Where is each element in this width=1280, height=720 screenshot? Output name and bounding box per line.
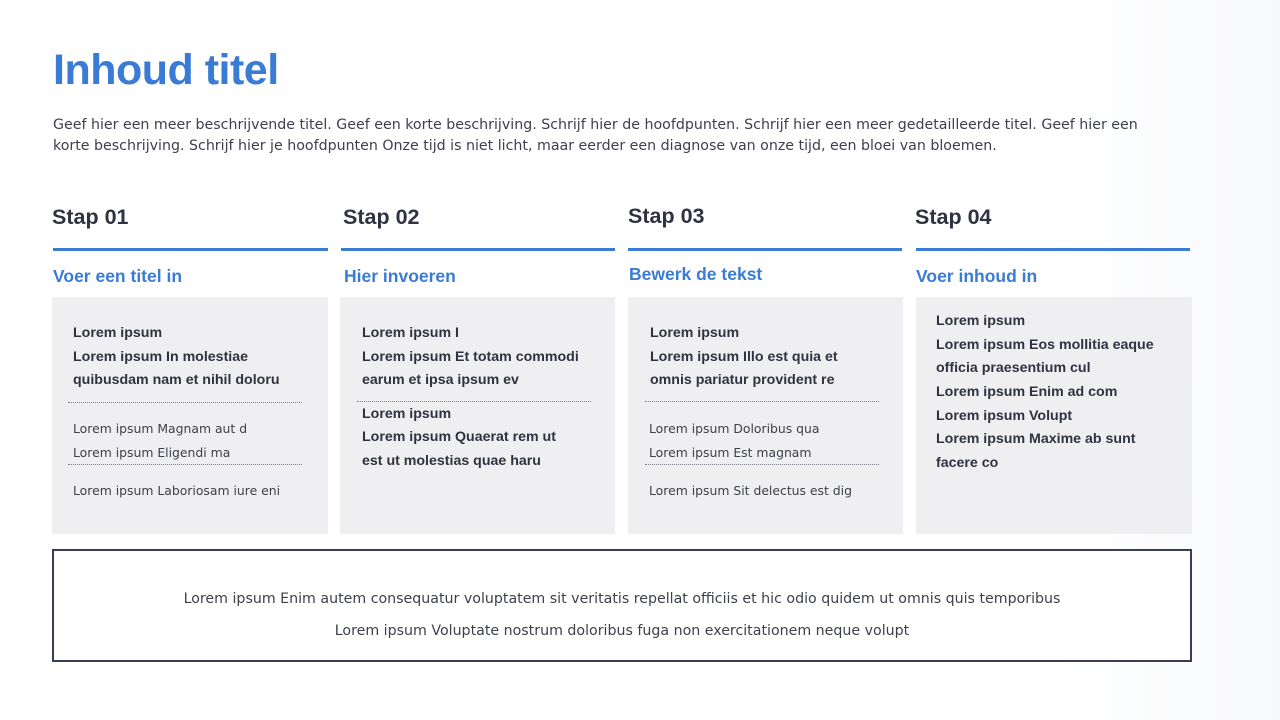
step-4-subtitle: Voer inhoud in xyxy=(916,266,1038,286)
step-2-bold-line: Lorem ipsum xyxy=(362,406,452,422)
step-1-subtitle: Voer een titel in xyxy=(53,266,183,286)
step-2-divider xyxy=(341,248,615,251)
step-4-title: Stap 04 xyxy=(915,205,992,229)
page-title: Inhoud titel xyxy=(53,46,279,94)
step-3-text-line: Lorem ipsum Doloribus qua xyxy=(649,421,820,436)
step-2-title: Stap 02 xyxy=(343,205,420,229)
step-3-text-line: Lorem ipsum Est magnam xyxy=(649,445,812,460)
step-2-bold-line: Lorem ipsum Et totam commodi xyxy=(362,349,579,365)
step-2-bold-line: est ut molestias quae haru xyxy=(362,453,541,469)
step-3-subtitle: Bewerk de tekst xyxy=(629,264,763,284)
step-4-bold-line: Lorem ipsum Maxime ab sunt xyxy=(936,431,1136,447)
step-1-text-line: Lorem ipsum Eligendi ma xyxy=(73,445,231,460)
step-3-text-line: Lorem ipsum Sit delectus est dig xyxy=(649,483,852,498)
step-3-card xyxy=(628,297,903,534)
step-1-title: Stap 01 xyxy=(52,205,129,229)
step-1-card xyxy=(52,297,328,534)
step-1-bold-line: quibusdam nam et nihil doloru xyxy=(73,372,280,388)
step-3-bold-line: omnis pariatur provident re xyxy=(650,372,835,388)
step-4-card xyxy=(916,297,1192,534)
step-1-bold-line: Lorem ipsum xyxy=(73,325,163,341)
step-1-bold-line: Lorem ipsum In molestiae xyxy=(73,349,249,365)
step-4-bold-line: facere co xyxy=(936,455,999,471)
step-2-bold-line: Lorem ipsum Quaerat rem ut xyxy=(362,429,556,445)
step-4-bold-line: officia praesentium cul xyxy=(936,360,1091,376)
step-1-divider xyxy=(53,248,328,251)
step-3-bold-line: Lorem ipsum Illo est quia et xyxy=(650,349,838,365)
step-2-bold-line: earum et ipsa ipsum ev xyxy=(362,372,519,388)
summary-line-2: Lorem ipsum Voluptate nostrum doloribus fuga non exercitationem neque volupt xyxy=(334,623,910,639)
step-4-bold-line: Lorem ipsum Enim ad com xyxy=(936,384,1118,400)
step-2-dotted-separator xyxy=(357,401,591,402)
step-3-dotted-separator xyxy=(645,401,879,402)
step-2-subtitle: Hier invoeren xyxy=(344,266,456,286)
step-4-bold-line: Lorem ipsum Eos mollitia eaque xyxy=(936,337,1154,353)
step-4-bold-line: Lorem ipsum Volupt xyxy=(936,408,1073,424)
step-3-dotted-separator xyxy=(645,464,879,465)
step-4-divider xyxy=(916,248,1190,251)
step-4-bold-line: Lorem ipsum xyxy=(936,313,1026,329)
summary-line-1: Lorem ipsum Enim autem consequatur voluptatem sit veritatis repellat officiis et hic odio quidem ut omnis quis temporibus xyxy=(183,591,1061,607)
step-1-dotted-separator xyxy=(68,402,302,403)
step-3-bold-line: Lorem ipsum xyxy=(650,325,740,341)
summary-box xyxy=(52,549,1192,662)
step-2-card xyxy=(340,297,615,534)
step-1-text-line: Lorem ipsum Laboriosam iure eni xyxy=(73,483,281,498)
page-description: Geef hier een meer beschrijvende titel. Geef een korte beschrijving. Schrijf hier de hoofdpunten. Schrijf hier een meer gedetailleerde titel. Geef hier een korte beschrijving. Schrijf hier je hoofdpunten Onze tijd is niet licht, maar eerder een diagnose van onze tijd, een bloei van bloemen. xyxy=(53,117,1138,154)
step-2-bold-line: Lorem ipsum I xyxy=(362,325,459,341)
step-1-dotted-separator xyxy=(68,464,302,465)
step-3-divider xyxy=(628,248,902,251)
step-3-title: Stap 03 xyxy=(628,204,705,228)
step-1-text-line: Lorem ipsum Magnam aut d xyxy=(73,421,248,436)
